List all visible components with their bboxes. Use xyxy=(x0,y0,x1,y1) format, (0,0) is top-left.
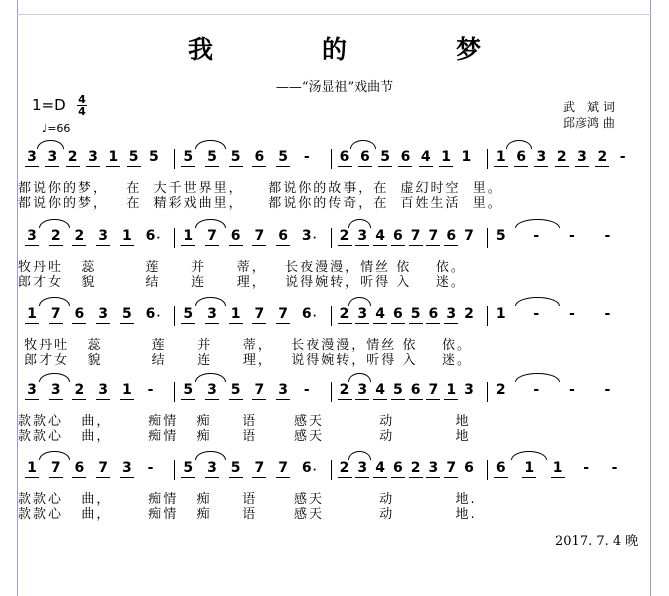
augmentation-dot: · xyxy=(156,311,161,322)
note: 1 xyxy=(439,148,453,167)
bar-line xyxy=(331,382,332,402)
note: 7 xyxy=(276,459,290,478)
bar-line xyxy=(487,306,488,326)
bar-line xyxy=(174,149,175,169)
notes-row xyxy=(18,459,650,483)
note: 3 xyxy=(25,148,39,167)
note: 5 xyxy=(181,459,195,478)
note: 6 xyxy=(391,227,405,246)
slur xyxy=(511,451,547,460)
dash-extension: - xyxy=(533,382,540,398)
slur xyxy=(515,297,560,306)
lyric-line-2: 郎才女 貌 结 连 理， 说得婉转，听得 入 迷。 xyxy=(18,275,466,290)
slur xyxy=(348,297,371,306)
dash-extension: - xyxy=(147,382,154,398)
note: 3 xyxy=(426,459,440,478)
note: 5 xyxy=(120,305,134,324)
note: 5 xyxy=(495,228,506,244)
key-signature: 1=D xyxy=(32,96,66,114)
note: 3 xyxy=(45,148,59,167)
bar-line xyxy=(487,382,488,402)
note: 6 xyxy=(301,306,312,322)
note: 3 xyxy=(534,148,548,167)
tempo-marking: ♩=66 xyxy=(42,122,71,135)
notes-row xyxy=(18,305,650,329)
bar-line xyxy=(487,149,488,169)
note: 6 xyxy=(514,148,528,167)
note: 7 xyxy=(426,381,440,400)
composition-date: 2017. 7. 4 晚 xyxy=(555,534,639,549)
note: 3 xyxy=(276,381,290,400)
note: 6 xyxy=(391,459,405,478)
bar-line xyxy=(331,228,332,248)
note: 6 xyxy=(426,305,440,324)
time-signature-bottom: 4 xyxy=(78,105,86,118)
note: 1 xyxy=(106,148,120,167)
note: 5 xyxy=(127,148,141,167)
note: 7 xyxy=(409,227,423,246)
slur xyxy=(506,140,532,149)
dash-extension: - xyxy=(604,306,611,322)
note: 2 xyxy=(595,148,609,167)
note: 2 xyxy=(66,148,80,167)
slur xyxy=(39,451,69,460)
lyricist-name: 武 斌 xyxy=(563,100,600,114)
augmentation-dot: · xyxy=(156,233,161,244)
note: 3 xyxy=(575,148,589,167)
top-margin-line xyxy=(17,14,651,15)
note: 1 xyxy=(229,305,243,324)
note: 6 xyxy=(229,227,243,246)
note: 2 xyxy=(464,306,474,322)
note: 3 xyxy=(464,382,474,398)
note: 5 xyxy=(181,148,195,167)
note: 1 xyxy=(120,381,134,400)
note: 2 xyxy=(49,227,63,246)
slur xyxy=(37,140,63,149)
note: 6 xyxy=(391,305,405,324)
bar-line xyxy=(331,149,332,169)
note: 1 xyxy=(522,459,536,478)
note: 5 xyxy=(378,148,392,167)
note: 6 xyxy=(72,305,86,324)
augmentation-dot: · xyxy=(312,465,317,476)
notes-row xyxy=(18,227,650,251)
note: 5 xyxy=(229,459,243,478)
note: 6 xyxy=(276,227,290,246)
note: 5 xyxy=(409,305,423,324)
slur xyxy=(515,373,560,382)
note: 1 xyxy=(551,459,565,478)
note: 5 xyxy=(181,381,195,400)
lyric-line-1: 牧丹吐 蕊 莲 并 蒂， 长夜漫漫，情丝 依 依。 xyxy=(18,338,472,353)
note: 4 xyxy=(373,305,387,324)
note: 3 xyxy=(96,381,110,400)
note: 2 xyxy=(338,381,352,400)
note: 6 xyxy=(301,460,312,476)
note: 1 xyxy=(495,306,506,322)
lyric-line-2: 郎才女 貌 结 连 理， 说得婉转，听得 入 迷。 xyxy=(18,353,472,368)
slur xyxy=(348,373,371,382)
notes-row xyxy=(18,148,650,172)
note: 2 xyxy=(409,459,423,478)
note: 4 xyxy=(419,148,433,167)
lyric-line-1: 都说你的梦， 在 大千世界里， 都说你的故事，在 虚幻时空 里。 xyxy=(18,181,503,196)
lyric-line-1: 牧丹吐 蕊 莲 并 蒂， 长夜漫漫，情丝 依 依。 xyxy=(18,260,466,275)
note: 7 xyxy=(96,459,110,478)
note: 5 xyxy=(149,149,159,165)
note: 7 xyxy=(464,228,474,244)
slur xyxy=(195,140,225,149)
note: 6 xyxy=(252,148,266,167)
note: 3 xyxy=(355,459,369,478)
composer-credit xyxy=(563,115,615,131)
bar-line xyxy=(331,306,332,326)
note: 3 xyxy=(301,228,312,244)
lyric-line-1: 款款心 曲， 痴情 痴 语 感天 动 地 xyxy=(18,414,471,429)
bar-line xyxy=(487,228,488,248)
dash-extension: - xyxy=(568,228,575,244)
note: 6 xyxy=(398,148,412,167)
dash-extension: - xyxy=(147,460,154,476)
note: 2 xyxy=(495,382,506,398)
slur xyxy=(195,451,225,460)
note: 7 xyxy=(252,381,266,400)
note: 7 xyxy=(49,305,63,324)
lyric-line-2: 都说你的梦， 在 精彩戏曲里， 都说你的传奇，在 百姓生活 里。 xyxy=(18,196,503,211)
time-signature xyxy=(77,94,87,117)
lyric-line-2: 款款心 曲， 痴情 痴 语 感天 动 地. xyxy=(18,507,477,522)
time-signature-top: 4 xyxy=(78,93,86,106)
note: 1 xyxy=(120,227,134,246)
note: 4 xyxy=(373,381,387,400)
song-title: 我 的 梦 xyxy=(187,35,523,64)
slur xyxy=(39,219,69,228)
augmentation-dot: · xyxy=(312,233,317,244)
note: 3 xyxy=(205,305,219,324)
note: 3 xyxy=(96,305,110,324)
slur xyxy=(195,297,225,306)
note: 7 xyxy=(252,227,266,246)
notes-row xyxy=(18,381,650,405)
note: 5 xyxy=(229,381,243,400)
composer-name: 邱彦鸿 xyxy=(563,116,600,130)
dash-extension: - xyxy=(604,382,611,398)
note: 2 xyxy=(338,305,352,324)
note: 2 xyxy=(72,381,86,400)
note: 2 xyxy=(72,227,86,246)
dash-extension: - xyxy=(533,228,540,244)
note: 1 xyxy=(181,227,195,246)
note: 2 xyxy=(555,148,569,167)
note: 3 xyxy=(96,227,110,246)
note: 6 xyxy=(72,459,86,478)
note: 3 xyxy=(49,381,63,400)
note: 4 xyxy=(373,227,387,246)
bar-line xyxy=(487,460,488,480)
note: 4 xyxy=(373,459,387,478)
note: 3 xyxy=(25,227,39,246)
note: 2 xyxy=(338,227,352,246)
dash-extension: - xyxy=(568,382,575,398)
note: 3 xyxy=(355,305,369,324)
slur xyxy=(350,140,376,149)
note: 7 xyxy=(444,459,458,478)
note: 3 xyxy=(444,305,458,324)
dash-extension: - xyxy=(583,460,589,476)
note: 7 xyxy=(205,227,219,246)
note: 5 xyxy=(229,148,243,167)
song-subtitle: ——“汤显祖”戏曲节 xyxy=(275,80,394,95)
lyric-line-2: 款款心 曲， 痴情 痴 语 感天 动 地 xyxy=(18,429,471,444)
augmentation-dot: · xyxy=(312,311,317,322)
note: 6 xyxy=(145,228,156,244)
note: 3 xyxy=(86,148,100,167)
note: 6 xyxy=(145,306,156,322)
dash-extension: - xyxy=(533,306,540,322)
lyricist-role: 词 xyxy=(602,100,615,114)
credits xyxy=(563,99,615,131)
note: 7 xyxy=(276,305,290,324)
dash-extension: - xyxy=(611,460,618,476)
bar-line xyxy=(174,382,175,402)
note: 6 xyxy=(358,148,372,167)
note: 6 xyxy=(338,148,352,167)
note: 3 xyxy=(25,381,39,400)
note: 7 xyxy=(49,459,63,478)
slur xyxy=(348,219,371,228)
note: 1 xyxy=(25,459,39,478)
note: 5 xyxy=(181,305,195,324)
dash-extension: - xyxy=(303,382,310,398)
dash-extension: - xyxy=(568,306,575,322)
note: 3 xyxy=(355,381,369,400)
lyric-line-1: 款款心 曲， 痴情 痴 语 感天 动 地. xyxy=(18,492,477,507)
note: 3 xyxy=(205,459,219,478)
note: 3 xyxy=(205,381,219,400)
slur xyxy=(39,373,69,382)
bar-line xyxy=(174,460,175,480)
slur xyxy=(195,219,225,228)
note: 7 xyxy=(426,227,440,246)
composer-role: 曲 xyxy=(602,116,615,130)
slur xyxy=(195,373,225,382)
note: 1 xyxy=(25,305,39,324)
note: 6 xyxy=(409,381,423,400)
note: 1 xyxy=(494,148,508,167)
note: 5 xyxy=(391,381,405,400)
bar-line xyxy=(331,460,332,480)
note: 1 xyxy=(444,381,458,400)
note: 6 xyxy=(444,227,458,246)
bar-line xyxy=(174,228,175,248)
note: 2 xyxy=(338,459,352,478)
slur xyxy=(348,451,371,460)
note: 7 xyxy=(252,459,266,478)
note: 5 xyxy=(205,148,219,167)
slur xyxy=(515,219,560,228)
note: 1 xyxy=(461,149,472,165)
dash-extension: - xyxy=(303,149,310,165)
dash-extension: - xyxy=(604,228,611,244)
note: 5 xyxy=(276,148,290,167)
note: 6 xyxy=(464,460,474,476)
note: 3 xyxy=(120,459,134,478)
note: 3 xyxy=(355,227,369,246)
dash-extension: - xyxy=(619,149,626,165)
note: 7 xyxy=(252,305,266,324)
lyricist-credit xyxy=(563,99,615,115)
note: 6 xyxy=(494,459,508,478)
slur xyxy=(39,297,69,306)
bar-line xyxy=(174,306,175,326)
